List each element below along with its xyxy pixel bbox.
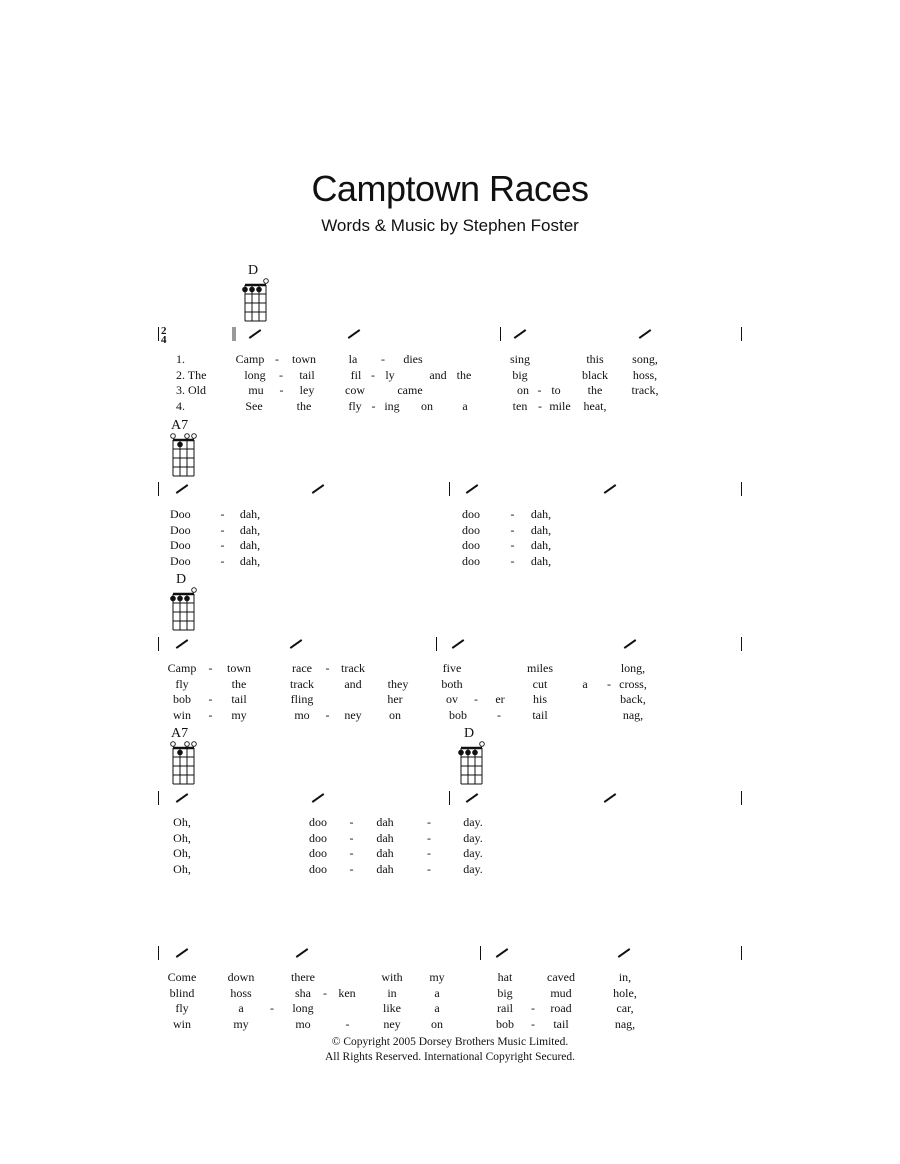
lyric-syllable: fling xyxy=(290,692,314,706)
copyright-line: © Copyright 2005 Dorsey Brothers Music Limited. xyxy=(331,1036,569,1048)
lyric-syllable: mu xyxy=(248,383,264,397)
lyric-syllable: her xyxy=(387,692,403,706)
lyric-syllable: in, xyxy=(618,970,632,984)
lyric-hyphen: - xyxy=(531,1001,535,1015)
beat-slash xyxy=(312,484,325,494)
lyric-syllable: Camp xyxy=(167,661,197,675)
lyric-syllable: my xyxy=(233,1016,249,1031)
lyric-hyphen: - xyxy=(220,522,225,537)
lyric-syllable: with xyxy=(381,970,403,984)
lyric-syllable: dies xyxy=(403,352,423,366)
lyric-syllable: ten xyxy=(512,398,528,413)
beat-slash xyxy=(496,948,509,958)
lyric-syllable: on xyxy=(421,398,433,413)
lyric-syllable: Come xyxy=(167,970,197,984)
lyric-hyphen: - xyxy=(325,661,330,675)
lyric-syllable: blind xyxy=(169,985,195,1000)
lyric-syllable: bob xyxy=(173,692,191,706)
lyric-syllable: track xyxy=(341,661,365,675)
barline xyxy=(158,791,159,805)
lyric-syllable: the xyxy=(456,367,472,382)
lyric-hyphen: - xyxy=(323,985,327,1000)
lyric-syllable: Camp xyxy=(235,352,265,366)
lyric-syllable: nag, xyxy=(614,1016,636,1031)
lyric-syllable: Doo xyxy=(170,538,191,552)
lyric-syllable: down xyxy=(227,970,255,984)
lyric-syllable: dah, xyxy=(239,522,261,537)
barline xyxy=(158,946,159,960)
lyric-hyphen: - xyxy=(371,398,376,413)
barline xyxy=(741,946,742,960)
lyric-syllable: dah, xyxy=(530,538,552,552)
beat-slash xyxy=(639,329,652,339)
lyric-syllable: a xyxy=(238,1001,244,1015)
lyric-syllable: black xyxy=(582,367,608,382)
lyric-syllable: 3. Old xyxy=(176,383,206,397)
lyric-hyphen: - xyxy=(510,553,515,568)
lyric-hyphen: - xyxy=(279,383,284,397)
barline xyxy=(449,482,450,496)
lyric-syllable: track xyxy=(290,676,314,691)
lyric-hyphen: - xyxy=(474,692,478,706)
lyric-hyphen: - xyxy=(510,507,515,521)
lyric-syllable: See xyxy=(245,398,263,413)
lyric-syllable: town xyxy=(292,352,316,366)
lyric-syllable: win xyxy=(173,1016,191,1031)
lyric-hyphen: - xyxy=(208,707,213,722)
finger-dot xyxy=(458,750,464,756)
beat-slash xyxy=(176,793,189,803)
chord-name: D xyxy=(176,572,187,587)
lyric-syllable: Oh, xyxy=(173,815,191,829)
lyric-syllable: mo xyxy=(295,1016,311,1031)
lyric-syllable: Oh, xyxy=(173,846,191,860)
lyric-syllable: hoss, xyxy=(632,367,658,382)
lyric-syllable: town xyxy=(227,661,251,675)
lyric-syllable: both xyxy=(441,676,463,691)
lyric-syllable: 4. xyxy=(176,398,185,413)
lyric-syllable: tail xyxy=(553,1016,569,1031)
lyric-syllable: doo xyxy=(462,507,480,521)
lyric-hyphen: - xyxy=(371,367,375,382)
lyric-syllable: cow xyxy=(345,383,365,397)
lyric-syllable: the xyxy=(587,383,603,397)
lyric-syllable: like xyxy=(383,1001,401,1015)
lyric-syllable: road xyxy=(550,1001,572,1015)
repeat-bar xyxy=(232,327,236,341)
lyric-syllable: day. xyxy=(463,846,483,860)
lyric-syllable: day. xyxy=(463,830,483,845)
lyric-syllable: long, xyxy=(620,661,646,675)
lyric-syllable: mile xyxy=(549,398,571,413)
open-string-marker xyxy=(192,434,197,439)
lyric-syllable: bob xyxy=(496,1016,514,1031)
lyric-syllable: hat xyxy=(497,970,513,984)
barline xyxy=(158,327,159,341)
lyric-syllable: fly xyxy=(348,398,362,413)
lyric-syllable: and xyxy=(429,367,447,382)
lyric-syllable: dah, xyxy=(239,553,261,568)
lyric-syllable: long xyxy=(292,1001,314,1015)
barline xyxy=(741,637,742,651)
lyric-syllable: doo xyxy=(309,815,327,829)
lyric-hyphen: - xyxy=(220,553,225,568)
open-string-marker xyxy=(171,742,176,747)
lyric-syllable: mo xyxy=(294,707,310,722)
lyric-syllable: la xyxy=(348,352,358,366)
lyric-syllable: day. xyxy=(463,815,483,829)
lyric-syllable: doo xyxy=(462,538,480,552)
lyric-hyphen: - xyxy=(510,522,515,537)
barline xyxy=(741,482,742,496)
lyric-syllable: a xyxy=(434,1001,440,1015)
lyric-syllable: dah, xyxy=(530,553,552,568)
lyric-hyphen: - xyxy=(531,1016,535,1031)
lyric-syllable: his xyxy=(532,692,548,706)
lyric-syllable: race xyxy=(292,661,312,675)
beat-slash xyxy=(514,329,527,339)
finger-dot xyxy=(177,596,183,602)
lyric-syllable: on xyxy=(517,383,529,397)
lyric-hyphen: - xyxy=(279,367,283,382)
lyric-syllable: dah xyxy=(376,846,394,860)
lyric-syllable: cut xyxy=(532,676,548,691)
lyric-syllable: day. xyxy=(463,861,483,876)
barline xyxy=(741,327,742,341)
finger-dot xyxy=(184,596,190,602)
chord-name: D xyxy=(248,263,259,278)
finger-dot xyxy=(242,287,248,293)
beat-slash xyxy=(176,948,189,958)
lyric-hyphen: - xyxy=(220,538,225,552)
lyric-syllable: and xyxy=(344,676,362,691)
lyric-syllable: doo xyxy=(462,522,480,537)
barline xyxy=(480,946,481,960)
lyric-syllable: dah, xyxy=(530,522,552,537)
fretboard-grid xyxy=(168,587,199,639)
lyric-hyphen: - xyxy=(427,846,431,860)
lyric-syllable: my xyxy=(231,707,247,722)
lyric-syllable: dah xyxy=(376,815,394,829)
lyric-syllable: dah, xyxy=(239,507,261,521)
barline xyxy=(500,327,501,341)
finger-dot xyxy=(256,287,262,293)
lyric-hyphen: - xyxy=(208,692,213,706)
lyric-syllable: ley xyxy=(299,383,315,397)
lyric-syllable: sha xyxy=(295,985,311,1000)
lyric-syllable: win xyxy=(173,707,191,722)
lyric-hyphen: - xyxy=(349,861,354,876)
barline xyxy=(449,791,450,805)
barline xyxy=(158,482,159,496)
page-title: Camptown Races xyxy=(311,168,589,209)
lyric-syllable: fly xyxy=(175,676,189,691)
open-string-marker xyxy=(192,742,197,747)
lyric-syllable: the xyxy=(296,398,312,413)
lyric-hyphen: - xyxy=(537,383,542,397)
beat-slash xyxy=(176,484,189,494)
lyric-syllable: on xyxy=(431,1016,443,1031)
lyric-hyphen: - xyxy=(275,352,279,366)
lyric-hyphen: - xyxy=(427,861,431,876)
fretboard-grid xyxy=(240,278,271,330)
lyric-syllable: sing xyxy=(509,352,531,366)
beat-slash xyxy=(604,793,617,803)
lyric-syllable: dah xyxy=(376,830,394,845)
lyric-hyphen: - xyxy=(325,707,330,722)
open-string-marker xyxy=(192,588,197,593)
beat-slash xyxy=(249,329,262,339)
lyric-syllable: they xyxy=(387,676,409,691)
lyric-syllable: the xyxy=(231,676,247,691)
lyric-syllable: big xyxy=(497,985,513,1000)
lyric-hyphen: - xyxy=(427,830,431,845)
beat-slash xyxy=(296,948,309,958)
lyric-syllable: back, xyxy=(620,692,646,706)
lyric-hyphen: - xyxy=(427,815,431,829)
lyric-syllable: Doo xyxy=(170,522,191,537)
lyric-syllable: dah, xyxy=(530,507,552,521)
time-signature-top: 2 xyxy=(161,325,167,337)
time-signature xyxy=(161,327,167,345)
lyric-hyphen: - xyxy=(381,352,385,366)
lyric-hyphen: - xyxy=(349,815,354,829)
lyric-hyphen: - xyxy=(538,398,542,413)
chord-name: A7 xyxy=(171,418,189,433)
lyric-syllable: song, xyxy=(632,352,658,366)
lyric-hyphen: - xyxy=(220,507,225,521)
open-string-marker xyxy=(171,434,176,439)
finger-dot xyxy=(170,596,176,602)
lyric-syllable: dah xyxy=(376,861,394,876)
beat-slash xyxy=(618,948,631,958)
chord-name: A7 xyxy=(171,726,189,741)
lyric-syllable: there xyxy=(291,970,315,984)
fretboard-grid xyxy=(168,741,199,793)
beat-slash xyxy=(624,639,637,649)
lyric-syllable: ney xyxy=(344,707,362,722)
lyric-syllable: track, xyxy=(631,383,659,397)
chord-name: D xyxy=(464,726,475,741)
open-string-marker xyxy=(185,434,190,439)
lyric-syllable: a xyxy=(434,985,440,1000)
time-signature-bottom: 4 xyxy=(161,334,167,346)
lyric-hyphen: - xyxy=(208,661,213,675)
lyric-syllable: a xyxy=(462,398,468,413)
lyric-syllable: ly xyxy=(385,367,395,382)
lyric-syllable: ken xyxy=(338,985,356,1000)
finger-dot xyxy=(472,750,478,756)
lyric-hyphen: - xyxy=(497,707,501,722)
lyric-hyphen: - xyxy=(349,846,354,860)
barline xyxy=(158,637,159,651)
finger-dot xyxy=(177,750,183,756)
lyric-hyphen: - xyxy=(349,830,354,845)
beat-slash xyxy=(466,793,479,803)
beat-slash xyxy=(176,639,189,649)
lyric-hyphen: - xyxy=(510,538,515,552)
lyric-syllable: er xyxy=(495,692,505,706)
lyric-syllable: tail xyxy=(231,692,247,706)
lyric-syllable: fly xyxy=(175,1001,189,1015)
lyric-syllable: doo xyxy=(309,846,327,860)
lyric-syllable: tail xyxy=(532,707,548,722)
lyric-syllable: 1. xyxy=(176,352,185,366)
lyric-syllable: to xyxy=(551,383,561,397)
lyric-syllable: doo xyxy=(309,861,327,876)
barline xyxy=(741,791,742,805)
lyric-syllable: car, xyxy=(616,1001,634,1015)
lyric-syllable: in xyxy=(387,985,397,1000)
lyric-syllable: cross, xyxy=(619,676,647,691)
lyric-syllable: dah, xyxy=(239,538,261,552)
fretboard-grid xyxy=(456,741,487,793)
lyric-syllable: Doo xyxy=(170,553,191,568)
open-string-marker xyxy=(480,742,485,747)
lyric-syllable: nag, xyxy=(622,707,644,722)
lyric-syllable: miles xyxy=(527,661,553,675)
lyric-syllable: long xyxy=(244,367,266,382)
beat-slash xyxy=(452,639,465,649)
open-string-marker xyxy=(185,742,190,747)
lyric-syllable: fil xyxy=(350,367,362,382)
beat-slash xyxy=(290,639,303,649)
beat-slash xyxy=(604,484,617,494)
lyric-syllable: Oh, xyxy=(173,830,191,845)
lyric-syllable: big xyxy=(512,367,528,382)
lyric-syllable: heat, xyxy=(583,398,607,413)
open-string-marker xyxy=(264,279,269,284)
lyric-syllable: came xyxy=(397,383,423,397)
beat-slash xyxy=(348,329,361,339)
lyric-syllable: hole, xyxy=(613,985,637,1000)
lyric-syllable: ney xyxy=(383,1016,401,1031)
lyric-syllable: mud xyxy=(550,985,572,1000)
beat-slash xyxy=(312,793,325,803)
lyric-syllable: tail xyxy=(299,367,315,382)
lyric-syllable: 2. The xyxy=(176,367,207,382)
lyric-syllable: Doo xyxy=(170,507,191,521)
lyric-syllable: my xyxy=(429,970,445,984)
finger-dot xyxy=(177,442,183,448)
lyric-syllable: this xyxy=(586,352,604,366)
lyric-syllable: bob xyxy=(449,707,467,722)
lyric-syllable: doo xyxy=(309,830,327,845)
lyric-syllable: caved xyxy=(547,970,575,984)
lyric-hyphen: - xyxy=(345,1016,350,1031)
lyric-hyphen: - xyxy=(270,1001,274,1015)
lyric-syllable: a xyxy=(582,676,588,691)
lyric-syllable: rail xyxy=(497,1001,513,1015)
barline xyxy=(436,637,437,651)
lyric-syllable: on xyxy=(389,707,401,722)
rights-line: All Rights Reserved. International Copyright Secured. xyxy=(324,1051,576,1063)
finger-dot xyxy=(465,750,471,756)
subtitle: Words & Music by Stephen Foster xyxy=(321,216,579,235)
lyric-syllable: ov xyxy=(446,692,458,706)
lyric-syllable: ing xyxy=(384,398,400,413)
lyric-hyphen: - xyxy=(607,676,611,691)
finger-dot xyxy=(249,287,255,293)
lyric-syllable: hoss xyxy=(230,985,252,1000)
lyric-syllable: Oh, xyxy=(173,861,191,876)
lyric-syllable: doo xyxy=(462,553,480,568)
fretboard-grid xyxy=(168,433,199,485)
lyric-syllable: five xyxy=(442,661,462,675)
beat-slash xyxy=(466,484,479,494)
